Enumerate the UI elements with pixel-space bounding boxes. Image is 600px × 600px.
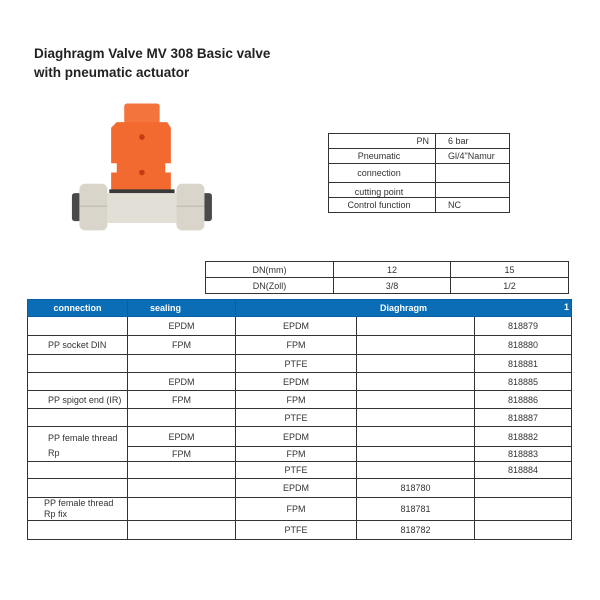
diaghragm-cell: EPDM — [236, 373, 357, 391]
sealing-cell: FPM — [128, 447, 236, 462]
dn15-cell: 818885 — [475, 373, 572, 391]
sealing-cell — [128, 355, 236, 373]
connection-cell — [28, 355, 128, 373]
table-row — [28, 427, 572, 447]
spec-value — [436, 164, 510, 183]
table-row — [28, 521, 572, 540]
dn-15: 1/2 — [451, 278, 569, 294]
diaghragm-cell: FPM — [236, 391, 357, 409]
header-diaghragm-label: Diaghragm — [379, 303, 427, 313]
sealing-cell — [128, 462, 236, 479]
connection-cell — [28, 462, 128, 479]
dn12-cell: 818780 — [357, 479, 475, 498]
sealing-cell: FPM — [128, 336, 236, 355]
table-row — [28, 462, 572, 479]
spec-row — [329, 149, 510, 164]
table-row — [28, 391, 572, 409]
diaghragm-cell: EPDM — [236, 317, 357, 336]
spec-table — [328, 133, 510, 213]
dn15-cell: 818886 — [475, 391, 572, 409]
sealing-cell — [128, 498, 236, 521]
dn15-cell — [475, 479, 572, 498]
table-row — [28, 479, 572, 498]
dn-table — [205, 261, 569, 294]
dn-row — [206, 278, 569, 294]
spec-key: cutting point — [329, 183, 436, 198]
diaghragm-cell: PTFE — [236, 355, 357, 373]
connection-cell: PP female thread Rp — [28, 427, 128, 462]
sealing-cell — [128, 521, 236, 540]
dn12-cell — [357, 447, 475, 462]
dn15-cell: 818882 — [475, 427, 572, 447]
dn12-cell — [357, 336, 475, 355]
dn15-cell: 818883 — [475, 447, 572, 462]
spec-value — [436, 183, 510, 198]
dn-label: DN(Zoll) — [206, 278, 334, 294]
dn15-cell: 818880 — [475, 336, 572, 355]
dn-label: DN(mm) — [206, 262, 334, 278]
spec-row — [329, 134, 510, 149]
diaghragm-cell: FPM — [236, 498, 357, 521]
connection-cell: PP socket DIN — [28, 336, 128, 355]
spec-row — [329, 164, 510, 183]
table-row — [28, 355, 572, 373]
sealing-cell: FPM — [128, 391, 236, 409]
document-title — [34, 44, 270, 82]
dn-15: 15 — [451, 262, 569, 278]
table-row — [28, 373, 572, 391]
dn-row — [206, 262, 569, 278]
table-row — [28, 317, 572, 336]
sealing-cell: EPDM — [128, 373, 236, 391]
header-connection: connection — [28, 300, 128, 317]
dn-12: 3/8 — [334, 278, 451, 294]
title-line-2: with pneumatic actuator — [34, 65, 190, 80]
header-diaghragm — [236, 300, 572, 317]
table-row — [28, 498, 572, 521]
sealing-cell — [128, 409, 236, 427]
diaghragm-cell: FPM — [236, 336, 357, 355]
spec-value: Gl/4"Namur — [436, 149, 510, 164]
connection-cell — [28, 479, 128, 498]
diaghragm-cell: FPM — [236, 447, 357, 462]
dn15-cell: 818881 — [475, 355, 572, 373]
spec-key: connection — [329, 164, 436, 183]
table-row — [28, 409, 572, 427]
dn-12: 12 — [334, 262, 451, 278]
dn12-cell — [357, 355, 475, 373]
connection-cell — [28, 373, 128, 391]
spec-value: NC — [436, 198, 510, 213]
dn12-cell: 818782 — [357, 521, 475, 540]
diaghragm-cell: PTFE — [236, 409, 357, 427]
spec-value: 6 bar — [436, 134, 510, 149]
header-marker: 1 — [563, 302, 569, 312]
diaghragm-cell: PTFE — [236, 462, 357, 479]
spec-row — [329, 183, 510, 198]
diaghragm-cell: EPDM — [236, 479, 357, 498]
spec-key: PN — [329, 134, 436, 149]
connection-cell — [28, 521, 128, 540]
connection-cell: PP spigot end (IR) — [28, 391, 128, 409]
dn12-cell — [357, 409, 475, 427]
sealing-cell: EPDM — [128, 317, 236, 336]
table-row — [28, 336, 572, 355]
dn12-cell — [357, 462, 475, 479]
connection-cell — [28, 409, 128, 427]
dn15-cell: 818884 — [475, 462, 572, 479]
connection-cell — [28, 317, 128, 336]
dn12-cell: 818781 — [357, 498, 475, 521]
valve-product-image — [66, 96, 216, 236]
header-sealing: sealing — [128, 300, 236, 317]
sealing-cell — [128, 479, 236, 498]
dn15-cell: 818887 — [475, 409, 572, 427]
table-header — [28, 300, 572, 317]
dn15-cell: 818879 — [475, 317, 572, 336]
dn15-cell — [475, 498, 572, 521]
diaghragm-cell: PTFE — [236, 521, 357, 540]
dn12-cell — [357, 317, 475, 336]
title-line-1: Diaghragm Valve MV 308 Basic valve — [34, 46, 271, 61]
spec-key: Control function — [329, 198, 436, 213]
sealing-cell: EPDM — [128, 427, 236, 447]
spec-key: Pneumatic — [329, 149, 436, 164]
diaghragm-cell: EPDM — [236, 427, 357, 447]
order-table — [27, 299, 572, 540]
dn15-cell — [475, 521, 572, 540]
dn12-cell — [357, 391, 475, 409]
spec-row — [329, 198, 510, 213]
dn12-cell — [357, 373, 475, 391]
dn12-cell — [357, 427, 475, 447]
connection-cell: PP female thread Rp fix — [28, 498, 128, 521]
